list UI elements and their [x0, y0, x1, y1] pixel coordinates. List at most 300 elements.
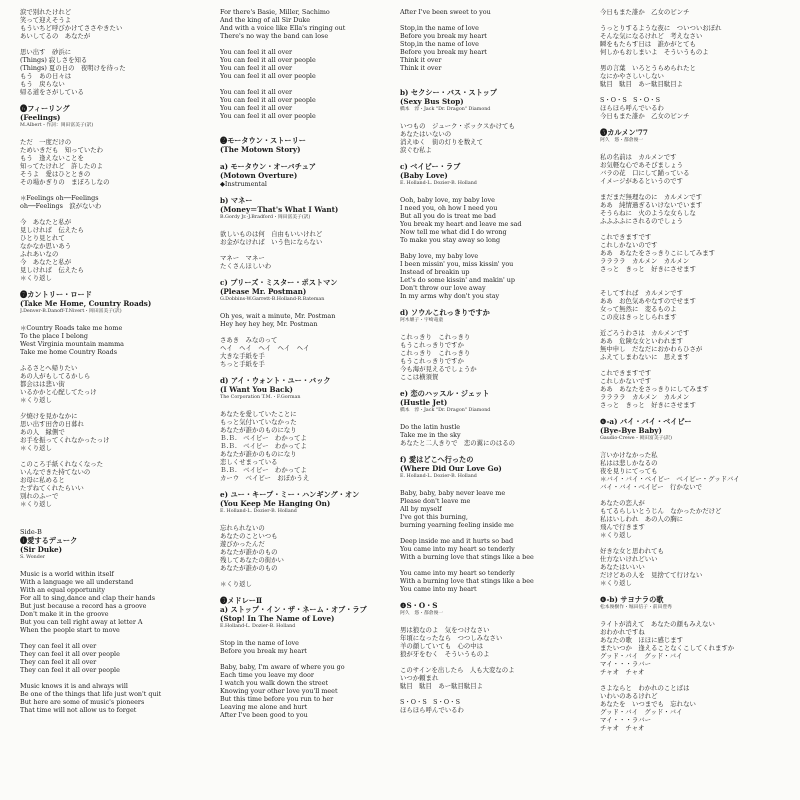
- stanza-gap: [600, 225, 780, 233]
- lyric-line: いわいのあるけれど: [600, 692, 658, 700]
- lyric-line: 仕方ないけれどいい: [600, 555, 658, 563]
- song-credit: Gaudio-Crewe・岡田富美子(訳): [600, 436, 672, 441]
- lyric-line: ああ お色気あやなすのでせます: [600, 297, 696, 305]
- song-credit: G.Dobbins-W.Garrett-B.Holland-R.Bateman: [220, 297, 325, 302]
- stanza-gap: [400, 481, 580, 489]
- lyric-line: あなたのこといつも: [220, 532, 278, 540]
- stanza-gap: [20, 562, 200, 570]
- lyric-line: For there's Basie, Miller, Sachimo: [220, 8, 330, 16]
- lyric-line: S・O・S S・O・S: [400, 698, 460, 706]
- lyric-line: ＊バイ・バイ・ベイビー ベイビー・グッドバイ: [600, 475, 740, 483]
- lyric-line: その場かぎりの まぼろしなの: [20, 178, 110, 186]
- lyric-line: Baby, baby, I'm aware of where you go: [220, 663, 345, 671]
- stanza-gap: [220, 516, 400, 524]
- stanza-gap: [400, 381, 580, 389]
- lyric-line: Instead of breakin up: [400, 268, 470, 276]
- song-title: (I Want You Back): [220, 385, 293, 394]
- lyric-line: With a language we all understand: [20, 578, 134, 586]
- lyric-line: 今 あなたと私が: [20, 218, 72, 226]
- lyric-line: I've got this burning,: [400, 513, 468, 521]
- lyric-line: 年頃になったなら つつしみなさい: [400, 634, 503, 642]
- lyric-line: When the people start to move: [20, 626, 120, 634]
- lyric-line: But all you do is treat me bad: [400, 212, 496, 220]
- lyric-line: これできますです: [600, 233, 652, 241]
- lyric-line: このころ手紙くれなくなった: [20, 460, 104, 468]
- lyric-line: ここは横須賀: [400, 373, 439, 381]
- song-title: (Bye-Bye Baby): [600, 426, 662, 435]
- stanza-gap: [600, 145, 780, 153]
- lyric-line: And with a voice like Ella's ringing out: [220, 24, 346, 32]
- lyric-line: Oh yes, wait a minute, Mr. Postman: [220, 312, 336, 320]
- stanza-gap: [400, 618, 580, 626]
- stanza-gap: [220, 655, 400, 663]
- lyric-line: だけどあの人を 見捨てて行けない: [600, 571, 703, 579]
- lyric-line: あなたが誰かのものになり: [220, 426, 297, 434]
- lyric-line: ララララ カルメン カルメン: [600, 257, 690, 265]
- lyric-line: 恋しくせまっている: [220, 458, 278, 466]
- lyric-line: カーウ ベイビー おぼかうえ: [220, 474, 310, 482]
- lyric-line: あなたを愛していたことに: [220, 410, 297, 418]
- stanza-gap: [600, 281, 780, 289]
- stanza-gap: [400, 561, 580, 569]
- lyric-line: さよならと わかれのことばは: [600, 684, 690, 692]
- stanza-gap: [20, 634, 200, 642]
- lyric-line: あなたはいないの: [400, 130, 452, 138]
- lyric-line: I need you, oh how I need you: [400, 204, 498, 212]
- stanza-gap: [400, 154, 580, 162]
- lyric-line: そんな気になるけれど 考えなさい: [600, 32, 703, 40]
- stanza-gap: [20, 282, 200, 290]
- song-title: a) ストップ・イン・ザ・ネーム・オブ・ラブ: [220, 605, 367, 614]
- lyric-line: ララララ カルメン カルメン: [600, 393, 690, 401]
- lyric-line: 羊の顔していても 心の中は: [400, 642, 484, 650]
- stanza-gap: [600, 273, 780, 281]
- stanza-gap: [220, 120, 400, 128]
- lyric-line: 今日もまた誰か 乙女のピンチ: [600, 8, 690, 16]
- lyric-line: I watch you walk down the street: [220, 679, 329, 687]
- lyric-line: チャオ チャオ: [600, 668, 645, 676]
- lyric-line: ふれあいなの: [20, 250, 59, 258]
- stanza-gap: [600, 361, 780, 369]
- lyric-line: ああ 危険な女といわれます: [600, 337, 684, 345]
- stanza-gap: [20, 452, 200, 460]
- lyrics-column-3: [400, 8, 580, 794]
- lyric-line: You came into my heart: [400, 585, 477, 593]
- lyric-line: 見しければ 伝えたら: [20, 266, 84, 274]
- song-title: (Hustle Jet): [400, 398, 448, 407]
- lyric-line: 私はは悲しかなるの: [600, 459, 658, 467]
- song-title: f) 愛はどこへ行ったの: [400, 455, 474, 464]
- stanza-gap: [600, 587, 780, 595]
- lyric-line: これっきり これっきり: [400, 349, 471, 357]
- lyric-line: これしかないです: [600, 377, 652, 385]
- lyric-line: Ｂ.Ｂ. ベイビー わかってよ: [220, 434, 307, 442]
- stanza-gap: [220, 40, 400, 48]
- stanza-gap: [220, 80, 400, 88]
- lyric-line: ひとり見とれて: [20, 234, 65, 242]
- lyric-line: グッド・バイ グッド・バイ: [600, 652, 683, 660]
- lyric-line: そうらねに 火のような女らしな: [600, 209, 696, 217]
- lyric-line: ああ あなたをさっきりこにしてみます: [600, 249, 716, 257]
- lyric-line: ああ あなたをさっきりにしてみます: [600, 385, 709, 393]
- lyric-line: You came into my heart so tenderly: [400, 569, 515, 577]
- lyric-line: (Things) 夏の日の 夜明けを待った: [20, 64, 126, 72]
- stanza-gap: [400, 80, 580, 88]
- song-credit: 阿久 悠・都倉俊一: [600, 138, 644, 143]
- lyric-line: 瞬をもたらす日は 誰かがとても: [600, 40, 696, 48]
- lyric-line: oh──Feelings 涙がないわ: [20, 202, 102, 210]
- stanza-gap: [600, 185, 780, 193]
- stanza-gap: [220, 154, 400, 162]
- song-credit: E. Holland-L. Dozier-B. Holland: [400, 181, 477, 186]
- lyric-line: あなたが誰かのもの: [220, 564, 278, 572]
- stanza-gap: [400, 244, 580, 252]
- lyric-line: ちっと手紙を手: [220, 360, 265, 368]
- stanza-gap: [600, 16, 780, 24]
- lyric-line: 私はいしわれ あの人の胸に: [600, 515, 684, 523]
- lyric-line: なかなか思いあう: [20, 242, 72, 250]
- lyric-line: バイ・バイ・ベイビー 行かないで: [600, 483, 702, 491]
- lyric-line: ＊くり返し: [600, 579, 632, 587]
- lyric-line: Ooh, baby love, my baby love: [400, 196, 495, 204]
- lyric-line: 涙ぐむ私よ: [400, 146, 432, 154]
- song-credit: 阿木燿子・宇崎竜童: [400, 318, 444, 323]
- lyric-line: さっと きっと 好きにさせます: [600, 401, 696, 409]
- stanza-gap: [20, 186, 200, 194]
- stanza-gap: [20, 404, 200, 412]
- stanza-gap: [220, 246, 400, 254]
- side-label: Side-B: [20, 528, 42, 536]
- lyric-line: 涙で別れたけれど: [20, 8, 72, 16]
- stanza-gap: [220, 304, 400, 312]
- lyric-line: For all to sing,dance and clap their hands: [20, 594, 155, 602]
- lyric-line: なにかやさしいしない: [600, 72, 664, 80]
- song-title: ❻-a) バイ・バイ・ベイビー: [600, 417, 692, 426]
- lyric-line: Knowing your other love you'll meet: [220, 687, 338, 695]
- stanza-gap: [600, 120, 780, 128]
- stanza-gap: [600, 88, 780, 96]
- lyric-line: You can feel it all over: [220, 88, 293, 96]
- stanza-gap: [400, 690, 580, 698]
- song-credit: 阿久 悠・都倉俊一: [400, 611, 444, 616]
- stanza-gap: [220, 270, 400, 278]
- stanza-gap: [400, 529, 580, 537]
- lyric-line: これしかないのです: [600, 241, 658, 249]
- lyric-line: 大きな手紙を手: [220, 352, 265, 360]
- lyric-line: You can feel it all over people: [220, 56, 316, 64]
- lyric-line: 消えゆく 街の灯りを数えて: [400, 138, 484, 146]
- lyric-line: Before you break my heart: [400, 32, 487, 40]
- lyric-line: Don't make it in the groove: [20, 610, 109, 618]
- lyric-line: いつもの ジューク・ボックスかけても: [400, 122, 515, 130]
- lyric-line: マイ・・・ラバー: [600, 660, 651, 668]
- lyric-line: Before you break my heart: [220, 647, 307, 655]
- lyric-line: 欲しいものは何 自由もいいけれど: [220, 230, 323, 238]
- stanza-gap: [600, 321, 780, 329]
- lyric-line: 駄目 駄目 あー駄目駄目よ: [600, 80, 684, 88]
- lyric-line: 好きな女と思われても: [600, 547, 664, 555]
- lyric-line: They can feel it all over: [20, 642, 97, 650]
- lyric-line: But here are some of music's pioneers: [20, 698, 145, 706]
- stanza-gap: [20, 516, 200, 524]
- lyric-line: たずねてくれたらいい: [20, 484, 84, 492]
- lyric-line: Music is a world within itself: [20, 570, 114, 578]
- lyric-line: もてるらしいとうじん なかったかだけど: [600, 507, 722, 515]
- stanza-gap: [600, 443, 780, 451]
- stanza-gap: [20, 674, 200, 682]
- song-title: (Money＝That's What I Want): [220, 205, 339, 214]
- lyric-line: あなたを いつまでも 忘れない: [600, 700, 696, 708]
- lyric-line: あなたの恋人が: [600, 499, 645, 507]
- stanza-gap: [220, 482, 400, 490]
- stanza-gap: [600, 539, 780, 547]
- lyric-line: Do the latin hustle: [400, 423, 461, 431]
- song-title: ❶愛するデューク: [20, 536, 78, 545]
- lyric-line: さっと きっと 好きにさせます: [600, 265, 696, 273]
- stanza-gap: [220, 368, 400, 376]
- song-credit: 橋本 淳・Jack "Dr. Dragon" Diamond: [400, 408, 491, 413]
- stanza-gap: [220, 222, 400, 230]
- lyric-line: バラの花 口にして踊っている: [600, 169, 690, 177]
- lyric-line: もう 戻らない: [20, 80, 65, 88]
- song-title: ❹S・O・S: [400, 601, 438, 610]
- song-title: ❼カントリー・ロード: [20, 290, 92, 299]
- stanza-gap: [220, 402, 400, 410]
- lyric-line: 夕焼けを見かなかに: [20, 412, 78, 420]
- song-title: e) 恋のハッスル・ジェット: [400, 389, 490, 398]
- lyric-line: あいしてるの あなたが: [20, 32, 91, 40]
- lyric-line: Take me in the sky: [400, 431, 461, 439]
- lyrics-column-2: [220, 8, 400, 794]
- lyric-line: ほらほら呼んでいるわ: [400, 706, 464, 714]
- lyric-line: ふるさとへ帰りたい: [20, 364, 78, 372]
- stanza-gap: [400, 114, 580, 122]
- song-title: d) ソウルこれっきりですか: [400, 308, 490, 317]
- lyric-line: With a burning love that stings like a bee: [400, 577, 534, 585]
- lyric-line: (Things) 寂しさを知る: [20, 56, 88, 64]
- song-title: (Please Mr. Postman): [220, 287, 307, 296]
- lyric-line: もう あの日々は: [20, 72, 72, 80]
- lyric-line: ＊Country Roads take me home: [20, 324, 123, 332]
- lyric-line: Each time you leave my door: [220, 671, 314, 679]
- song-title: b) マネー: [220, 196, 253, 205]
- stanza-gap: [400, 325, 580, 333]
- lyric-line: あなたはいいい: [600, 563, 645, 571]
- lyric-line: Now tell me what did I do wrong: [400, 228, 507, 236]
- lyric-line: あの人がもしてるかしら: [20, 372, 91, 380]
- lyric-line: But just because a record has a groove: [20, 602, 147, 610]
- song-credit: 松本俊樹作・堀田信子・前田豊秀: [600, 605, 672, 610]
- lyric-line: もうこれっきりですか: [400, 357, 464, 365]
- lyric-line: 帰る道をさがしている: [20, 88, 84, 96]
- song-title: b) セクシー・バス・ストップ: [400, 88, 497, 97]
- song-title: (Sir Duke): [20, 545, 63, 554]
- lyric-line: ライトが消えて あなたの顔もみえない: [600, 620, 715, 628]
- song-credit: B.Gordy Jr.-J.Bradford・岡田富美子(訳): [220, 215, 311, 220]
- stanza-gap: [600, 56, 780, 64]
- song-title: ❻-b) サヨナラの歌: [600, 595, 664, 604]
- lyric-line: You can feel it all over: [220, 48, 293, 56]
- lyric-line: グッド・バイ グッド・バイ: [600, 708, 683, 716]
- lyric-line: 忘れられないの: [220, 524, 265, 532]
- lyric-line: 今 あなたと私が: [20, 258, 72, 266]
- lyric-line: またいつか 逢えることなくこしてくれますか: [600, 644, 735, 652]
- lyric-line: 言いかけなかった私: [600, 451, 658, 459]
- stanza-gap: [600, 409, 780, 417]
- lyric-line: Baby, baby, baby never leave me: [400, 489, 506, 497]
- song-credit: 橋本 淳・Jack "Dr. Dragon" Diamond: [400, 107, 491, 112]
- lyric-line: I been missin' you, miss kissin' you: [400, 260, 514, 268]
- lyric-line: マネー マネー: [220, 254, 265, 262]
- stanza-gap: [400, 593, 580, 601]
- lyric-line: That time will not allow us to forget: [20, 706, 137, 714]
- lyric-line: もう 逢えないことを: [20, 154, 84, 162]
- song-title: ❸メドレーⅡ: [220, 596, 262, 605]
- lyric-line: 知ってたけれど 許したのよ: [20, 162, 104, 170]
- lyrics-column-1: [20, 8, 200, 794]
- lyric-line: いるかかと心配してたっけ: [20, 388, 97, 396]
- lyric-line: Stop,in the name of love: [400, 24, 479, 32]
- stanza-gap: [20, 210, 200, 218]
- song-title: (Motown Overture): [220, 171, 298, 180]
- stanza-gap: [20, 40, 200, 48]
- lyric-line: 近ごろうわさは カルメンです: [600, 329, 690, 337]
- lyric-line: Don't throw our love away: [400, 284, 486, 292]
- song-title: (Baby Love): [400, 171, 448, 180]
- lyric-line: 別れのふーで: [20, 492, 59, 500]
- song-title: a) モータウン・オーバチュア: [220, 162, 316, 171]
- stanza-gap: [400, 415, 580, 423]
- lyric-line: Baby love, my baby love: [400, 252, 479, 260]
- lyric-line: And the king of all Sir Duke: [220, 16, 311, 24]
- lyric-line: まだまだ無理なのに カルメンです: [600, 193, 703, 201]
- lyric-line: West Virginia mountain mamma: [20, 340, 124, 348]
- lyric-line: お気軽な心であそびましょう: [600, 161, 684, 169]
- lyric-line: But you can tell right away at letter A: [20, 618, 143, 626]
- lyric-line: さあき みなのって: [220, 336, 278, 344]
- lyric-line: S・O・S S・O・S: [600, 96, 660, 104]
- lyric-line: これできますです: [600, 369, 652, 377]
- lyric-line: ＊くり返し: [600, 531, 632, 539]
- lyric-line: 何しかもおしまいよ そういうものよ: [600, 48, 709, 56]
- lyric-line: ああ 純情過ぎるいけないでいます: [600, 201, 703, 209]
- lyric-line: Before you break my heart: [400, 48, 487, 56]
- stanza-gap: [220, 188, 400, 196]
- lyric-line: burning yearning feeling inside me: [400, 521, 514, 529]
- lyric-line: Ｂ.Ｂ. ベイビー わかってよ: [220, 466, 307, 474]
- lyric-line: おわかれですね: [600, 628, 645, 636]
- song-title: d) アイ・ウォント・ユー・バック: [220, 376, 331, 385]
- lyric-line: ただ 一度だけの: [20, 138, 72, 146]
- stanza-gap: [600, 612, 780, 620]
- lyric-line: You can feel it all over people: [220, 72, 316, 80]
- song-title: c) ベイビー・ラブ: [400, 162, 461, 171]
- lyric-line: 思い出す田舎の日暮れ: [20, 420, 84, 428]
- lyric-line: 狼が牙をむく そういうものよ: [400, 650, 490, 658]
- stanza-gap: [20, 316, 200, 324]
- lyric-line: After I've been sweet to you: [400, 8, 491, 16]
- lyric-line: ためいきだも 知っていたわ: [20, 146, 104, 154]
- lyric-line: You can feel it all over people: [220, 112, 316, 120]
- lyric-line: Hey hey hey hey, Mr. Postman: [220, 320, 318, 328]
- song-credit: S. Wonder: [20, 555, 45, 560]
- lyric-line: イメージがあるというのです: [600, 177, 683, 185]
- lyric-line: Think it over: [400, 64, 442, 72]
- song-title: (Take Me Home, Country Roads): [20, 299, 152, 308]
- song-title: (The Motown Story): [220, 145, 301, 154]
- lyric-line: Music knows it is and always will: [20, 682, 128, 690]
- stanza-gap: [600, 676, 780, 684]
- lyric-line: 駄目 駄目 あー駄目駄目よ: [400, 682, 484, 690]
- lyric-line: お母に私めると: [20, 476, 65, 484]
- lyric-line: ＊くり返し: [220, 580, 252, 588]
- stanza-gap: [220, 328, 400, 336]
- lyric-line: 見しければ 伝えたら: [20, 226, 84, 234]
- lyric-line: You can feel it all over: [220, 64, 293, 72]
- lyric-line: たくさんほしいわ: [220, 262, 272, 270]
- stanza-gap: [600, 491, 780, 499]
- song-title: (Stop! In The Name of Love): [220, 614, 335, 623]
- lyric-line: 無中申し だなだにおかわらひさが: [600, 345, 703, 353]
- lyric-line: いんなできた持てないの: [20, 468, 91, 476]
- lyric-line: 今日もまた誰か 乙女のピンチ: [600, 112, 690, 120]
- lyric-line: You came into my heart so tenderly: [400, 545, 515, 553]
- lyric-line: With an equal opportunity: [20, 586, 106, 594]
- lyric-line: To the place I belong: [20, 332, 89, 340]
- lyric-line: あなたの歌 ほほに感じます: [600, 636, 684, 644]
- lyric-line: Please don't leave me: [400, 497, 471, 505]
- lyric-line: ふえてしまわないに 思えます: [600, 353, 690, 361]
- lyric-line: There's no way the band can lose: [220, 32, 329, 40]
- lyric-line: With a burning love that stings like a bee: [400, 553, 534, 561]
- lyric-line: You break my heart and leave me sad: [400, 220, 522, 228]
- lyric-line: ヘイ ヘイ ヘイ ヘイ ヘイ: [220, 344, 310, 352]
- lyric-line: Let's do some kissin' and makin' up: [400, 276, 516, 284]
- lyric-line: マイ・・・ラバー: [600, 716, 651, 724]
- lyric-line: Take me home Country Roads: [20, 348, 118, 356]
- lyric-line: They can feel it all over people: [20, 650, 120, 658]
- lyric-line: All by myself: [400, 505, 442, 513]
- stanza-gap: [220, 631, 400, 639]
- lyric-line: このサインを出したら 人も大変なのよ: [400, 666, 515, 674]
- lyric-line: チャオ チャオ: [600, 724, 645, 732]
- lyric-line: Stop in the name of love: [220, 639, 299, 647]
- lyric-line: いつか頼まれ: [400, 674, 439, 682]
- lyric-line: あなたと二人きりで 恋の翼にのはるの: [400, 439, 516, 447]
- lyric-line: ふふふふにされるのでしょう: [600, 217, 684, 225]
- lyric-line: Be one of the things that life just won't quit: [20, 690, 162, 698]
- lyric-line: They can feel it all over: [20, 658, 97, 666]
- lyric-line: You can feel it all over people: [220, 96, 316, 104]
- song-credit: E.Holland-L. Dozier-B. Holland: [220, 624, 296, 629]
- stanza-gap: [400, 300, 580, 308]
- lyric-line: 男の言葉 いろとうらめられたと: [600, 64, 696, 72]
- lyric-line: 今も海が見えるでしょうか: [400, 365, 477, 373]
- song-title: (Sexy Bus Stop): [400, 97, 464, 106]
- lyric-line: 飛んで行きます: [600, 523, 645, 531]
- lyric-line: うっとりするような夜に ついついおぼれ: [600, 24, 722, 32]
- lyric-line: これっきり これっきり: [400, 333, 471, 341]
- stanza-gap: [220, 588, 400, 596]
- lyric-line: この皮はきっとしられます: [600, 313, 677, 321]
- lyric-line: ほらほら呼んでいるわ: [600, 104, 664, 112]
- stanza-gap: [20, 508, 200, 516]
- lyric-line: あの人 縁側で: [20, 428, 65, 436]
- song-credit: E. Holland-L. Dozier-B. Holland: [400, 474, 477, 479]
- lyric-line: 残してあなたの街かい: [220, 556, 284, 564]
- lyric-line: 夜を見りにてっても: [600, 467, 658, 475]
- lyric-line: Ｂ.Ｂ. ベイビー わかってよ: [220, 442, 307, 450]
